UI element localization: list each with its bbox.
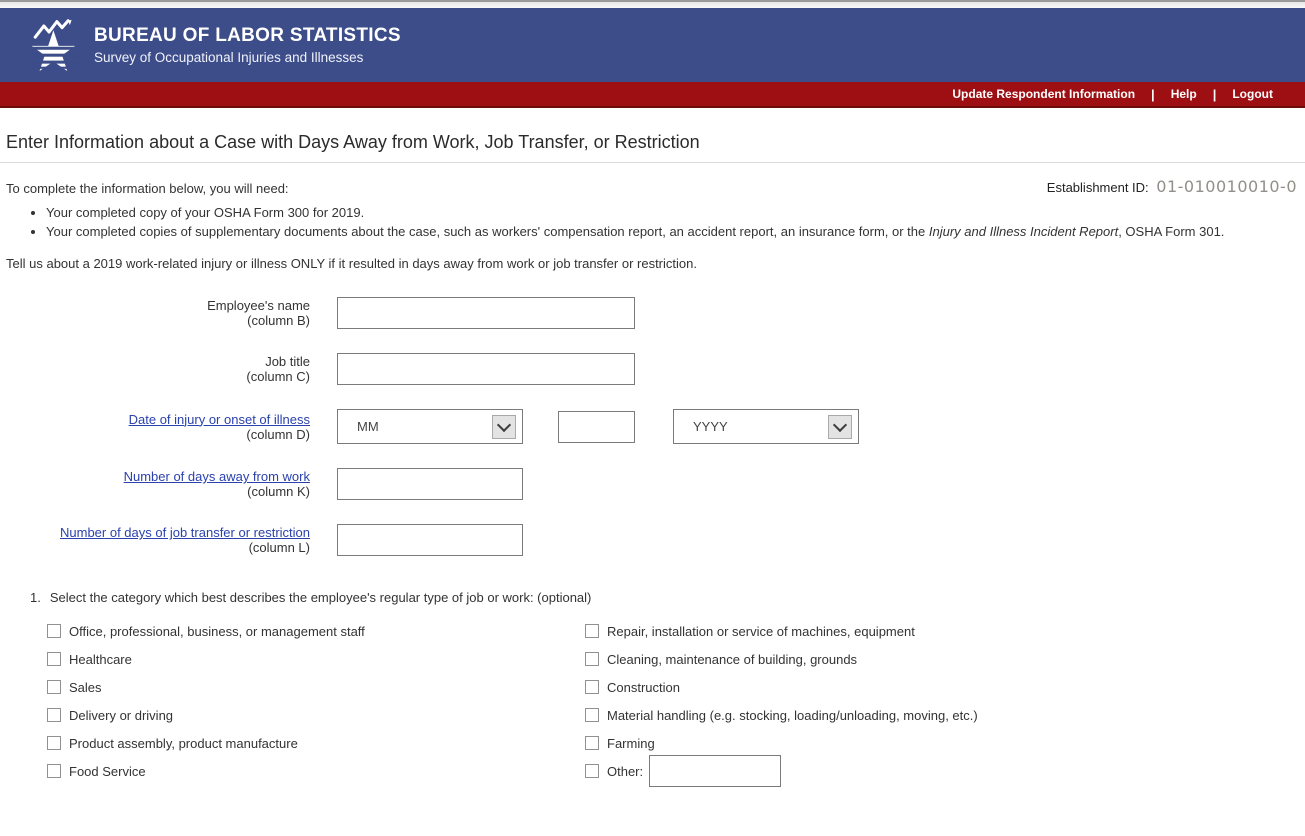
nav-separator: | (1212, 86, 1217, 102)
option-other: Other: (585, 757, 978, 785)
cleaning-checkbox[interactable] (585, 652, 599, 666)
bullet2-italic: Injury and Illness Incident Report (928, 224, 1119, 239)
form-row-employee-name (0, 297, 1305, 329)
bullet2-pre: Your completed copies of supplementary documents about the case, such as workers' compensation report, an accident report, an insurance form, or the (46, 224, 929, 239)
job-category-right-column (585, 617, 978, 785)
day-input[interactable] (558, 411, 635, 443)
job-title-input[interactable] (337, 353, 635, 385)
column-ref: (column B) (247, 313, 310, 328)
intro-text: To complete the information below, you will need: (6, 181, 289, 196)
employee-name-label: Employee's name (column B) (207, 298, 310, 328)
construction-checkbox[interactable] (585, 680, 599, 694)
establishment-id-label: Establishment ID: (1046, 180, 1149, 195)
column-ref: (column L) (248, 540, 310, 555)
option-material-handling: Material handling (e.g. stocking, loading/unloading, moving, etc.) (585, 701, 978, 729)
days-away-input[interactable] (337, 468, 523, 500)
job-category-left-column (47, 617, 585, 785)
form-row-job-title (0, 353, 1305, 385)
option-farming: Farming (585, 729, 978, 757)
option-delivery: Delivery or driving (47, 701, 585, 729)
other-input[interactable] (649, 755, 781, 787)
nav-update-respondent-info[interactable]: Update Respondent Information (952, 87, 1136, 101)
question-1 (0, 590, 1305, 605)
page-title: Enter Information about a Case with Days Away from Work, Job Transfer, or Restriction (0, 108, 1305, 163)
nav-help[interactable]: Help (1170, 87, 1197, 101)
days-transfer-input[interactable] (337, 524, 523, 556)
masthead (0, 8, 1305, 82)
option-repair: Repair, installation or service of machines, equipment (585, 617, 978, 645)
column-ref: (column C) (246, 369, 310, 384)
injury-date-help-link[interactable]: Date of injury or onset of illness (128, 411, 310, 427)
option-food-service: Food Service (47, 757, 585, 785)
brand-subtitle: Survey of Occupational Injuries and Illnesses (94, 50, 364, 65)
column-ref: (column K) (247, 484, 310, 499)
other-checkbox[interactable] (585, 764, 599, 778)
brand-title: BUREAU OF LABOR STATISTICS (94, 25, 401, 46)
month-select-wrapper (337, 409, 523, 444)
intro-row (0, 163, 1305, 196)
material-handling-checkbox[interactable] (585, 708, 599, 722)
job-category-options (0, 617, 1305, 785)
form-row-injury-date (0, 409, 1305, 444)
utility-nav (0, 82, 1305, 108)
farming-checkbox[interactable] (585, 736, 599, 750)
employee-name-input[interactable] (337, 297, 635, 329)
bullet2-post: , OSHA Form 301. (1118, 224, 1225, 239)
question-number: 1. (30, 590, 41, 605)
instruction-text: Tell us about a 2019 work-related injury or illness ONLY if it resulted in days away from work or job transfer or restriction. (6, 256, 697, 271)
days-away-label (0, 469, 310, 499)
option-product-assembly: Product assembly, product manufacture (47, 729, 585, 757)
days-transfer-help-link[interactable]: Number of days of job transfer or restriction (60, 525, 310, 540)
food-service-checkbox[interactable] (47, 764, 61, 778)
option-construction: Construction (585, 673, 978, 701)
establishment-id (1047, 177, 1297, 196)
form-row-days-transfer (0, 524, 1305, 556)
healthcare-checkbox[interactable] (47, 652, 61, 666)
nav-logout[interactable]: Logout (1232, 87, 1273, 101)
establishment-id-value: 01-010010010-0 (1156, 177, 1297, 196)
year-select[interactable] (674, 410, 858, 443)
injury-date-label (0, 412, 310, 442)
list-item (46, 223, 1305, 240)
sales-checkbox[interactable] (47, 680, 61, 694)
days-away-help-link[interactable]: Number of days away from work (123, 469, 310, 484)
days-transfer-label (0, 525, 310, 555)
column-ref: (column D) (246, 426, 310, 442)
brand-block (94, 25, 401, 65)
option-cleaning: Cleaning, maintenance of building, grounds (585, 645, 978, 673)
year-select-wrapper (673, 409, 859, 444)
case-form (0, 297, 1305, 556)
delivery-checkbox[interactable] (47, 708, 61, 722)
repair-checkbox[interactable] (585, 624, 599, 638)
job-title-label: Job title (column C) (246, 354, 310, 384)
nav-separator: | (1151, 86, 1155, 102)
bullet1-text: Your completed copy of your OSHA Form 300 for 2019. (46, 205, 365, 220)
month-select[interactable] (338, 410, 522, 443)
option-healthcare: Healthcare (47, 645, 585, 673)
list-item (46, 204, 1305, 221)
question-text: Select the category which best describes the employee's regular type of job or work: (optional) (49, 590, 592, 605)
requirements-list (46, 204, 1305, 240)
form-row-days-away (0, 468, 1305, 500)
bls-star-logo-icon (30, 17, 82, 73)
top-strip (0, 0, 1305, 8)
option-office: Office, professional, business, or management staff (47, 617, 585, 645)
product-assembly-checkbox[interactable] (47, 736, 61, 750)
office-checkbox[interactable] (47, 624, 61, 638)
option-sales: Sales (47, 673, 585, 701)
